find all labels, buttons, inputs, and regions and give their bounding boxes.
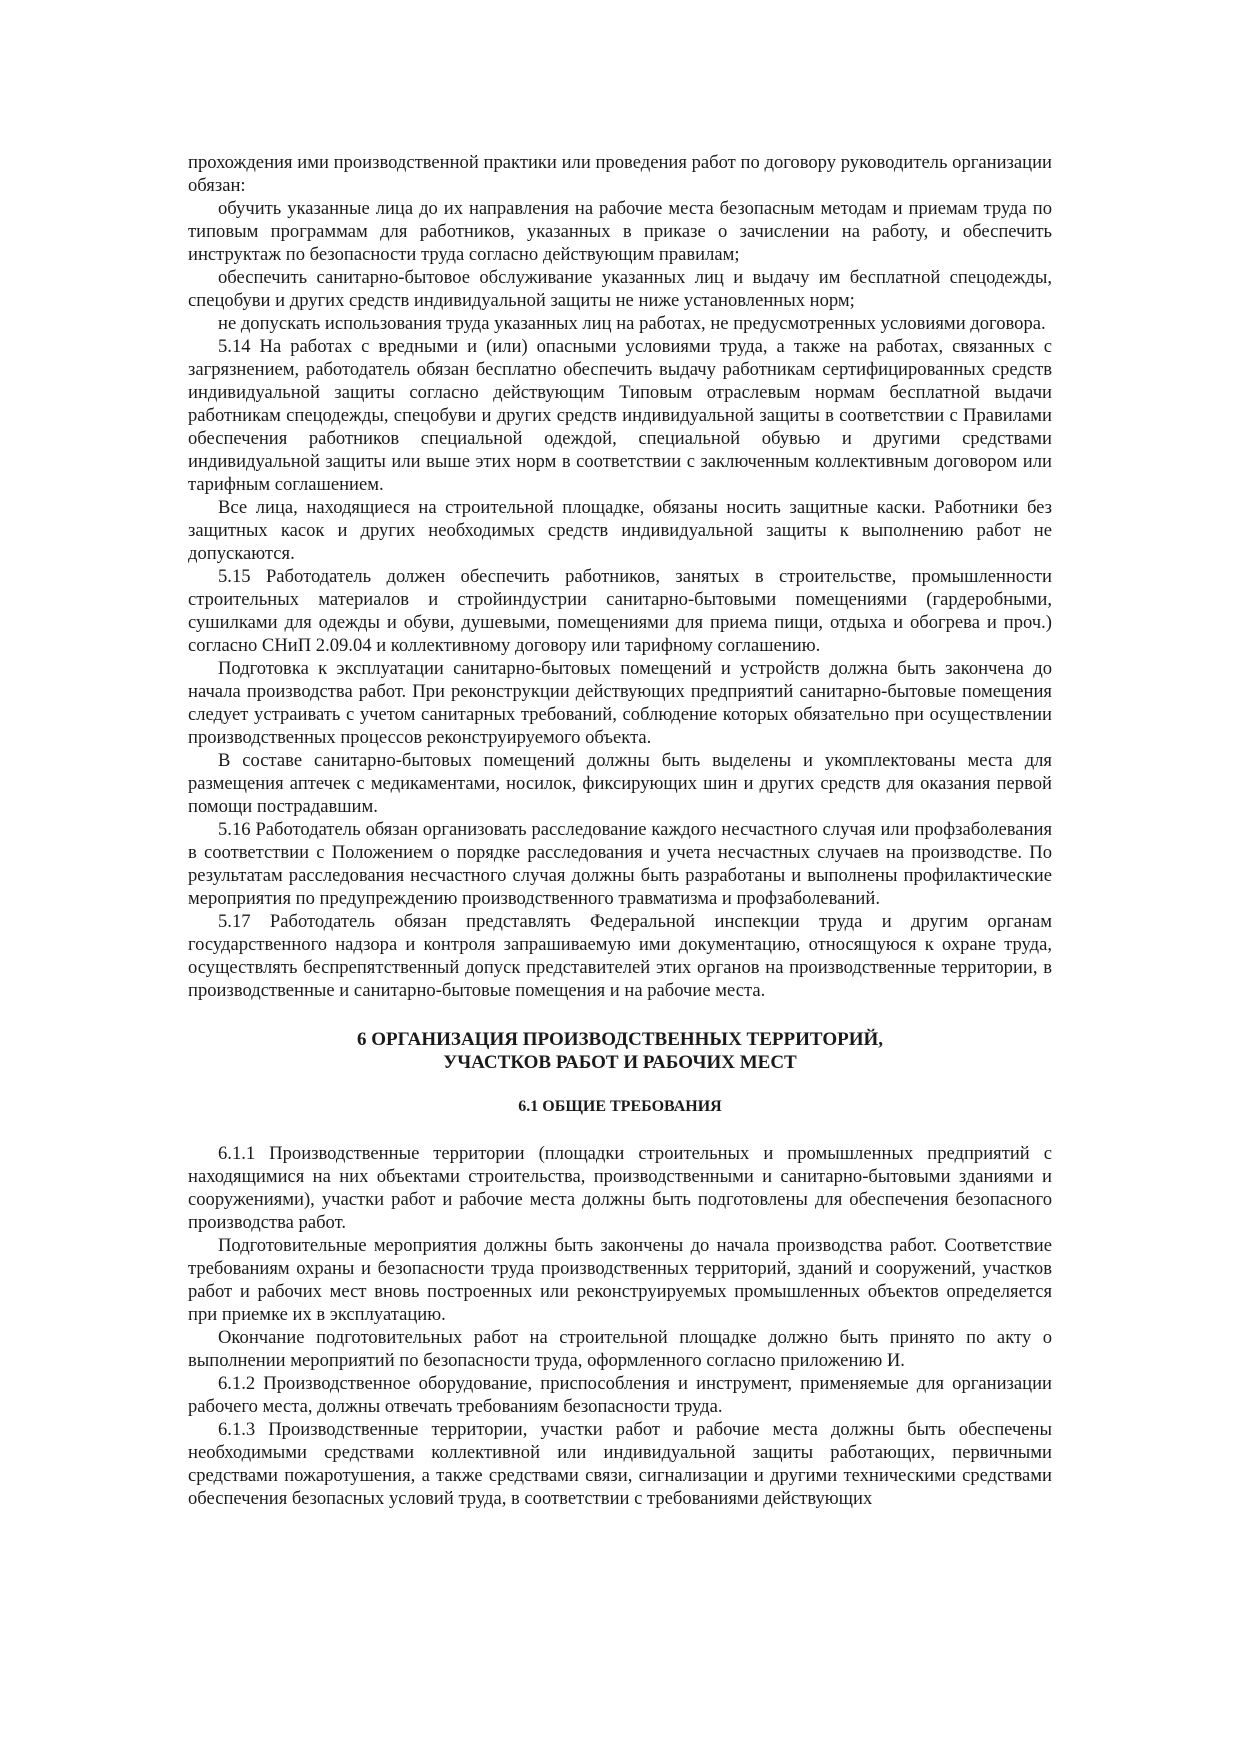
paragraph-sanitary-service: обеспечить санитарно-бытовое обслуживание указанных лиц и выдачу им бесплатной спецодежды, спецобуви и других средств индивидуальной защиты не ниже установленных норм; [188,267,1052,311]
paragraph-5-15: 5.15 Работодатель должен обеспечить работников, занятых в строительстве, промышленности строительных материалов и стройиндустрии санитарно-бытовыми помещениями (гардеробными, сушилками для одежды и обуви, душевыми, помещениями для приема пищи, отдыха и обогрева и проч.) согласно СНиП 2.09.04 и коллективному договору или тарифному соглашению. [188,566,1052,656]
paragraph-6-1-2: 6.1.2 Производственное оборудование, приспособления и инструмент, применяемые для организации рабочего места, должны отвечать требованиям безопасности труда. [188,1373,1052,1417]
section-heading-6-line1: 6 ОРГАНИЗАЦИЯ ПРОИЗВОДСТВЕННЫХ ТЕРРИТОРИЙ, [356,1029,884,1050]
paragraph-preparation: Подготовка к эксплуатации санитарно-бытовых помещений и устройств должна быть закончена до начала производства работ. При реконструкции действующих предприятий санитарно-бытовые помещения следует устраивать с учетом санитарных требований, соблюдение которых обязательно при осуществлении производственных процессов реконструируемого объекта. [188,658,1052,748]
paragraph-6-1-1: 6.1.1 Производственные территории (площадки строительных и промышленных предприятий с находящимися на них объектами строительства, производственными и санитарно-бытовыми зданиями и сооружениями), участки работ и рабочие места должны быть подготовлены для обеспечения безопасного производства работ. [188,1143,1052,1233]
paragraph-5-14: 5.14 На работах с вредными и (или) опасными условиями труда, а также на работах, связанных с загрязнением, работодатель обязан бесплатно обеспечить выдачу работникам сертифицированных средств индивидуальной защиты согласно действующим Типовым отраслевым нормам бесплатной выдачи работникам спецодежды, спецобуви и других средств индивидуальной защиты в соответствии с Правилами обеспечения работников специальной одеждой, специальной обувью и другими средствами индивидуальной защиты или выше этих норм в соответствии с заключенным коллективным договором или тарифным соглашением. [188,336,1052,495]
paragraph-6-1-3: 6.1.3 Производственные территории, участки работ и рабочие места должны быть обеспечены необходимыми средствами коллективной или индивидуальной защиты работающих, первичными средствами пожаротушения, а также средствами связи, сигнализации и другими техническими средствами обеспечения безопасных условий труда, в соответствии с требованиями действующих [188,1419,1052,1509]
paragraph-5-17: 5.17 Работодатель обязан представлять Федеральной инспекции труда и другим органам государственного надзора и контроля запрашиваемую ими документацию, относящуюся к охране труда, осуществлять беспрепятственный допуск представителей этих органов на производственные территории, в производственные и санитарно-бытовые помещения и на рабочие места. [188,911,1052,1001]
document-page [188,151,1052,1510]
paragraph-train-persons: обучить указанные лица до их направления на рабочие места безопасным методам и приемам труда по типовым программам для работников, указанных в приказе о зачислении на работу, и обеспечить инструктаж по безопасности труда согласно действующим правилам; [188,198,1052,265]
section-heading-6-line2: УЧАСТКОВ РАБОТ И РАБОЧИХ МЕСТ [443,1052,797,1073]
paragraph-continuation: прохождения ими производственной практики или проведения работ по договору руководитель организации обязан: [188,152,1052,196]
paragraph-first-aid: В составе санитарно-бытовых помещений должны быть выделены и укомплектованы места для размещения аптечек с медикаментами, носилок, фиксирующих шин и других средств для оказания первой помощи пострадавшим. [188,750,1052,817]
subsection-heading-6-1: 6.1 ОБЩИЕ ТРЕБОВАНИЯ [518,1098,722,1115]
paragraph-5-16: 5.16 Работодатель обязан организовать расследование каждого несчастного случая или профзаболевания в соответствии с Положением о порядке расследования и учета несчастных случаев на производстве. По результатам расследования несчастного случая должны быть разработаны и выполнены профилактические мероприятия по предупреждению производственного травматизма и профзаболеваний. [188,819,1052,909]
paragraph-preparatory-measures: Подготовительные мероприятия должны быть закончены до начала производства работ. Соответствие требованиям охраны и безопасности труда производственных территорий, зданий и сооружений, участков работ и рабочих мест вновь построенных или реконструируемых промышленных объектов определяется при приемке их в эксплуатацию. [188,1235,1052,1325]
paragraph-helmets: Все лица, находящиеся на строительной площадке, обязаны носить защитные каски. Работники без защитных касок и других необходимых средств индивидуальной защиты к выполнению работ не допускаются. [188,497,1052,564]
paragraph-completion-act: Окончание подготовительных работ на строительной площадке должно быть принято по акту о выполнении мероприятий по безопасности труда, оформленного согласно приложению И. [188,1327,1052,1371]
paragraph-no-extra-work: не допускать использования труда указанных лиц на работах, не предусмотренных условиями договора. [218,313,1046,334]
section-heading-6 [188,1028,1052,1074]
